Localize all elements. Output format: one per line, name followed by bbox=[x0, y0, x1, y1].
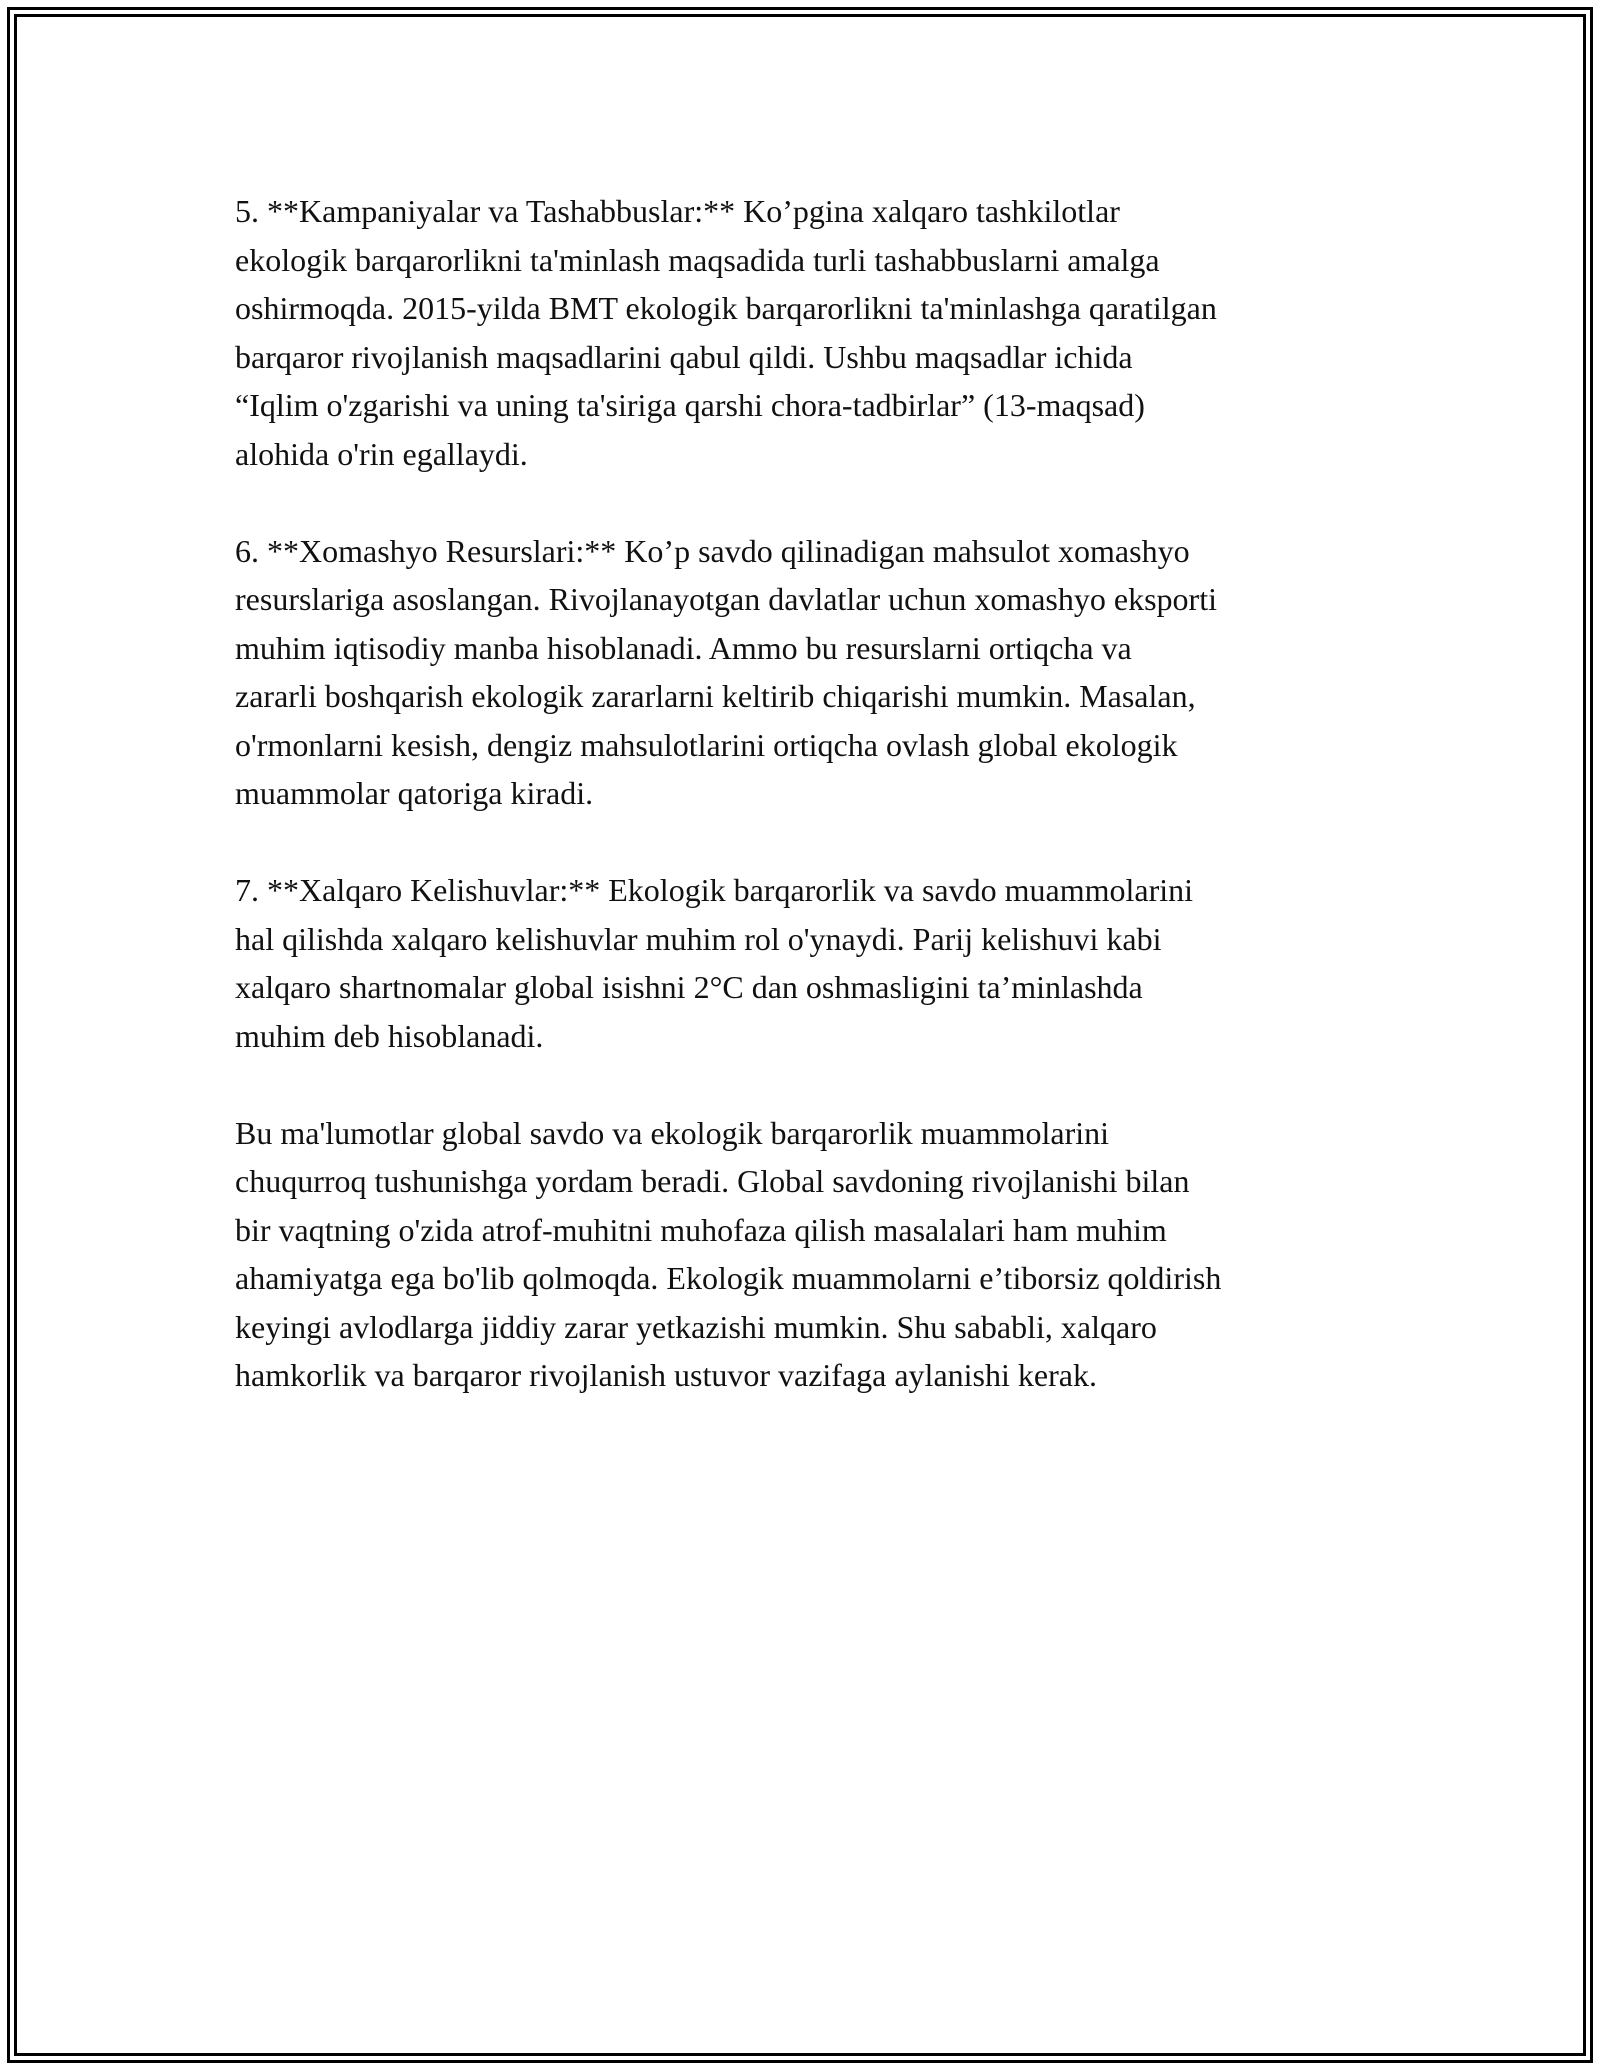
text-line: muammolar qatoriga kiradi. bbox=[235, 775, 594, 811]
text-line: 5. **Kampaniyalar va Tashabbuslar:** Ko’pgina xalqaro tashkilotlar bbox=[235, 193, 1120, 229]
text-line: xalqaro shartnomalar global isishni 2°C dan oshmasligini ta’minlashda bbox=[235, 969, 1143, 1005]
text-line: o'rmonlarni kesish, dengiz mahsulotlarini ortiqcha ovlash global ekologik bbox=[235, 726, 1178, 763]
text-line: barqaror rivojlanish maqsadlarini qabul qildi. Ushbu maqsadlar ichida bbox=[235, 338, 1133, 375]
text-line: 6. **Xomashyo Resurslari:** Ko’p savdo qilinadigan mahsulot xomashyo bbox=[235, 532, 1190, 569]
paragraph-conclusion bbox=[235, 1109, 1385, 1400]
text-line: muhim iqtisodiy manba hisoblanadi. Ammo bu resurslarni ortiqcha va bbox=[235, 629, 1132, 666]
text-line: “Iqlim o'zgarishi va uning ta'siriga qarshi chora-tadbirlar” (13-maqsad) bbox=[235, 387, 1145, 423]
text-line: resurslariga asoslangan. Rivojlanayotgan davlatlar uchun xomashyo eksporti bbox=[235, 581, 1217, 617]
text-line: zararli boshqarish ekologik zararlarni keltirib chiqarishi mumkin. Masalan, bbox=[235, 678, 1196, 714]
text-line: muhim deb hisoblanadi. bbox=[235, 1017, 544, 1054]
text-line: keyingi avlodlarga jiddiy zarar yetkazishi mumkin. Shu sababli, xalqaro bbox=[235, 1308, 1157, 1345]
paragraph-xalqaro-kelishuvlar bbox=[235, 866, 1385, 1060]
text-line: oshirmoqda. 2015-yilda BMT ekologik barqarorlikni ta'minlashga qaratilgan bbox=[235, 290, 1217, 326]
text-line: bir vaqtning o'zida atrof-muhitni muhofaza qilish masalalari ham muhim bbox=[235, 1211, 1167, 1248]
text-line: alohida o'rin egallaydi. bbox=[235, 435, 528, 472]
paragraph-xomashyo bbox=[235, 527, 1385, 818]
paragraph-kampaniyalar bbox=[235, 187, 1385, 478]
text-line: hal qilishda xalqaro kelishuvlar muhim rol o'ynaydi. Parij kelishuvi kabi bbox=[235, 920, 1162, 957]
text-line: ekologik barqarorlikni ta'minlash maqsadida turli tashabbuslarni amalga bbox=[235, 241, 1160, 278]
text-line: hamkorlik va barqaror rivojlanish ustuvor vazifaga aylanishi kerak. bbox=[235, 1357, 1097, 1393]
text-line: chuqurroq tushunishga yordam beradi. Global savdoning rivojlanishi bilan bbox=[235, 1163, 1190, 1199]
text-line: Bu ma'lumotlar global savdo va ekologik barqarorlik muammolarini bbox=[235, 1114, 1110, 1151]
document-body bbox=[235, 187, 1385, 1448]
text-line: 7. **Xalqaro Kelishuvlar:** Ekologik barqarorlik va savdo muammolarini bbox=[235, 872, 1193, 908]
text-line: ahamiyatga ega bo'lib qolmoqda. Ekologik muammolarni e’tiborsiz qoldirish bbox=[235, 1260, 1222, 1296]
